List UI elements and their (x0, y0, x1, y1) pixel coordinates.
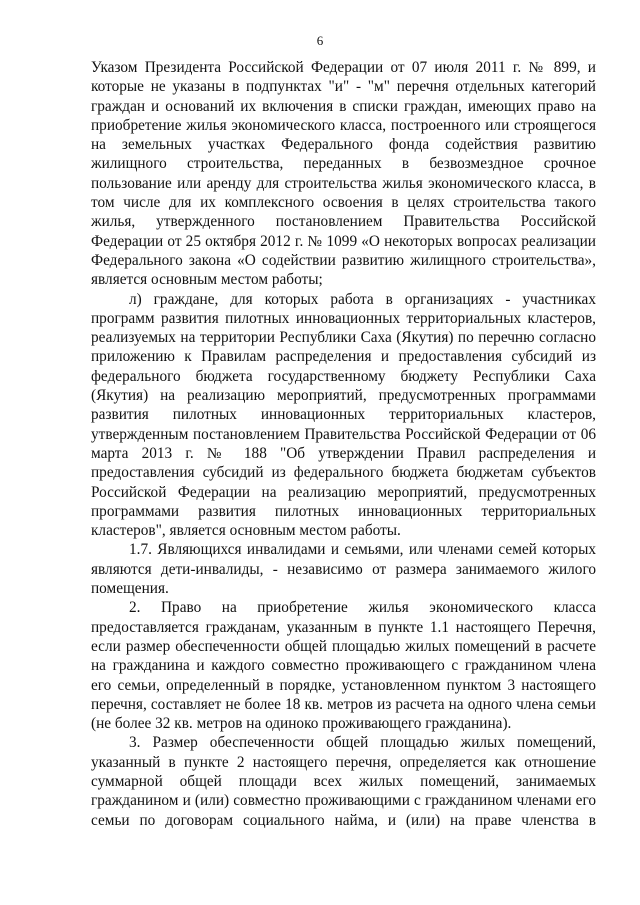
paragraph-item-2: 2. Право на приобретение жилья экономического класса предоставляется гражданам, указанным в пункте 1.1 настоящего Перечня, если размер обеспеченности общей площадью жилых помещений в расчете на гражданина и каждого совместно проживающего с гражданином члена его семьи, определенный в порядке, установленном пунктом 3 настоящего перечня, составляет не более 18 кв. метров из расчета на одного члена семьи (не более 32 кв. метров на одиноко проживающего гражданина). (91, 599, 596, 733)
paragraph-continuation: Указом Президента Российской Федерации от 07 июля 2011 г. № 899, и которые не указаны в подпунктах "и" - "м" перечня отдельных категорий граждан и оснований их включения в списки граждан, имеющих право на приобретение жилья экономического класса, построенного или строящегося на земельных участках Федерального фонда содействия развитию жилищного строительства, переданных в безвозмездное срочное пользование или аренду для строительства жилья экономического класса, в том числе для их комплексного освоения в целях строительства такого жилья, утвержденного постановлением Правительства Российской Федерации от 25 октября 2012 г. № 1099 «О некоторых вопросах реализации Федерального закона «О содействии развитию жилищного строительства», является основным местом работы; (91, 59, 596, 289)
paragraph-subitem-l: л) граждане, для которых работа в организациях - участниках программ развития пилотных инновационных территориальных кластеров, реализуемых на территории Республики Саха (Якутия) по перечню согласно приложению к Правилам распределения и предоставления субсидий из федерального бюджета государственному бюджету Республики Саха (Якутия) на реализацию мероприятий, предусмотренных программами развития пилотных инновационных территориальных кластеров, утвержденным постановлением Правительства Российской Федерации от 06 марта 2013 г. № 188 "Об утверждении Правил распределения и предоставления субсидий из федерального бюджета бюджетам субъектов Российской Федерации на реализацию мероприятий, предусмотренных программами развития пилотных инновационных территориальных кластеров", является основным местом работы. (91, 290, 596, 540)
document-body (91, 58, 596, 830)
paragraph-item-1-7: 1.7. Являющихся инвалидами и семьями, или членами семей которых являются дети-инвалиды, - независимо от размера занимаемого жилого помещения. (91, 541, 596, 598)
paragraph-item-3: 3. Размер обеспеченности общей площадью жилых помещений, указанный в пункте 2 настоящего перечня, определяется как отношение суммарной общей площади всех жилых помещений, занимаемых гражданином и (или) совместно проживающими с гражданином членами его семьи по договорам социального найма, и (или) на праве членства в (91, 734, 596, 829)
page-number: 6 (316, 33, 324, 48)
